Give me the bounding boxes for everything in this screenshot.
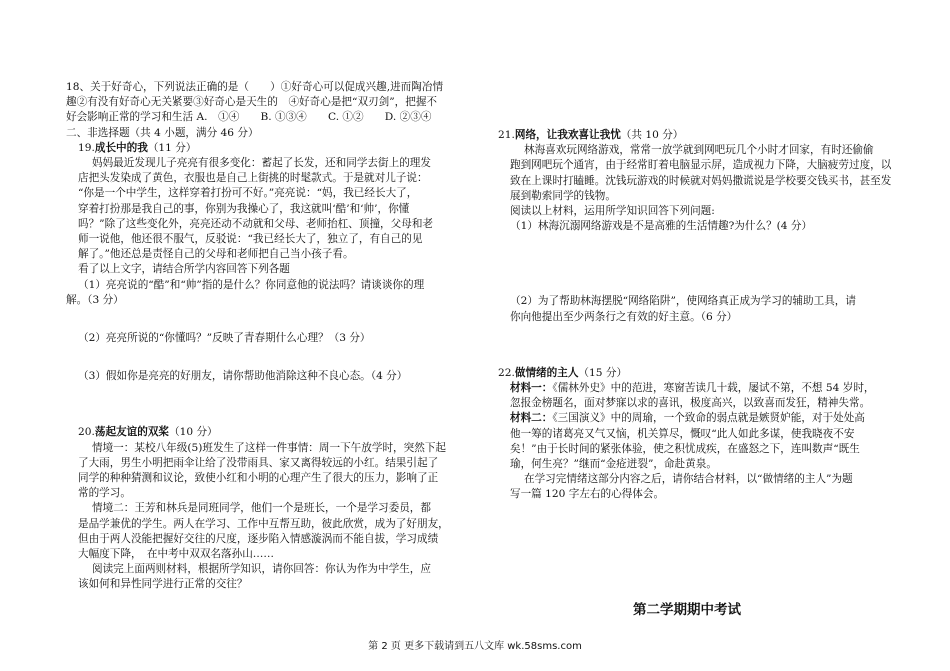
q22-score: （15 分）	[578, 366, 628, 379]
q20-question: 阅读完上面两则材料，根据所学知识，请你回答：你认为作为中学生，应	[92, 563, 431, 576]
q19-title: 成长中的我	[94, 141, 148, 154]
passage-line: 情境一：某校八年级(5)班发生了这样一件事情：周一下午放学时，突然下起	[92, 441, 447, 454]
passage-line: 店把头发染成了黄色，衣服也是自己上街挑的时髦款式。于是就对儿子说：	[78, 172, 428, 185]
material-line: 忽报金榜题名，面对梦寐以求的喜讯，极度高兴，以致喜而发狂，精神失常。	[510, 397, 871, 410]
q19-instruction: 看了以上文字，请结合所学内容回答下列各题	[78, 263, 290, 276]
material-line: 瑜，何生亮？”继而“金疮迸裂”，命赴黄泉。	[510, 458, 717, 471]
passage-line: 致在上课时打瞌睡。沈钱玩游戏的时候就对妈妈撒谎说是学校要交钱买书，甚至发	[510, 174, 892, 187]
passage-line: 林海喜欢玩网络游戏，常常一放学就到网吧玩几个小时才回家，有时还偷偷	[524, 144, 874, 157]
q20-heading	[66, 425, 458, 440]
page-footer: 第 2 页 更多下载请到五八文库 wk.58sms.com	[368, 641, 582, 652]
material-line: 矣！”由于长时间的紧张体验，使之积忧成疾，在盛怒之下，连叫数声“既生	[510, 442, 860, 455]
passage-line: 同学的种种猜测和议论，致使小红和小明的心理产生了很大的压力，影响了正	[78, 472, 439, 485]
passage-line: “你是一个中学生，这样穿着打扮可不好。”亮亮说：“妈，我已经长大了，	[78, 187, 418, 200]
q19-heading	[66, 141, 458, 156]
passage-line: 是品学兼优的学生。两人在学习、工作中互帮互助，彼此欣赏，成为了好朋友，	[78, 517, 449, 530]
left-column	[66, 80, 458, 593]
section-heading: 二、非选择题（共 4 小题，满分 46 分）	[66, 126, 259, 139]
passage-line: 常的学习。	[78, 487, 131, 500]
passage-line: 大幅度下降， 在中考中双双名落孙山……	[78, 548, 274, 561]
material-line	[510, 381, 896, 396]
q21-sub2: （2）为了帮助林海摆脱“网络陷阱”，使网络真正成为学习的辅助工具，请	[510, 295, 856, 308]
material-text: 《儒林外史》中的范进，寒窗苦读几十载，屡试不第，不想 54 岁时，	[552, 382, 875, 395]
q19-passage	[66, 156, 458, 262]
material-text: 《三国演义》中的周瑜，一个致命的弱点就是嫉贤妒能，对于处处高	[552, 412, 865, 425]
passage-line: 了大雨，男生小明把雨伞让给了没带雨具、家又离得较远的小红。结果引起了	[78, 456, 439, 469]
passage-line: 跑到网吧玩个通宵，由于经常盯着电脑显示屏，造成视力下降，大脑疲劳过度，以	[510, 159, 892, 172]
q21-number: 21.	[498, 129, 515, 141]
q20-score: （10 分）	[169, 426, 218, 439]
q20-title: 荡起友谊的双桨	[94, 426, 170, 439]
q20-passage	[66, 441, 458, 563]
material-label: 材料一：	[510, 382, 553, 395]
q22-question: 写一篇 120 字左右的心得体会。	[510, 488, 665, 501]
right-column	[498, 128, 896, 503]
q21-title: 网络，让我欢喜让我忧	[514, 129, 621, 141]
q20-question: 该如何和异性同学进行正常的交往？	[78, 578, 248, 591]
q20-number: 20.	[78, 426, 95, 439]
q19-sub1: （1）亮亮说的“酷”和“帅”指的是什么？你同意他的说法吗？请谈谈你的理	[78, 278, 425, 291]
q22-number: 22.	[498, 366, 515, 379]
exam-title: 第二学期期中考试	[633, 602, 741, 618]
q18-line: 18、关于好奇心，下列说法正确的是（ ）①好奇心可以促成兴趣,进而陶冶情	[66, 81, 444, 93]
q19-sub1: 解。（3 分）	[66, 293, 124, 306]
material-line: 他一筹的诸葛亮又气又恼，机关算尽，慨叹“此人如此多谋，使我晓夜不安	[510, 427, 855, 440]
q22-question: 在学习完情绪这部分内容之后，请你结合材料，以“做情绪的主人”为题	[524, 473, 853, 486]
q21-score: （共 10 分）	[620, 129, 684, 141]
material-line	[510, 411, 896, 426]
q18	[66, 80, 458, 126]
q18-line: 好会影响正常的学习和生活 A. ①④ B. ①③④ C. ①② D. ②③④	[66, 111, 432, 124]
passage-line: 师一说他，他还很不服气，反驳说：“我已经长大了，独立了，有自己的见	[78, 233, 423, 246]
q22-title: 做情绪的主人	[514, 366, 579, 379]
q19-number: 19.	[78, 141, 95, 154]
passage-line: 穿着打扮那是我自己的事，你别为我操心了，我这就叫‘酷’和‘帅’，你懂	[78, 202, 410, 215]
q18-line: 趣②有没有好奇心无关紧要③好奇心是天生的 ④好奇心是把“双刃剑”，把握不	[66, 96, 438, 109]
q21-instruction: 阅读以上材料，运用所学知识回答下列问题:	[510, 205, 715, 218]
passage-line: 情境二：王芳和林兵是同班同学，他们一个是班长，一个是学习委员，都	[92, 502, 431, 515]
passage-line: 解了。”他还总是责怪自己的父母和老师把自己当小孩子看。	[78, 248, 354, 261]
q19-sub2: （2）亮亮所说的“你懂吗？”反映了青春期什么心理？（3 分）	[78, 332, 371, 345]
passage-line: 吗？”除了这些变化外，亮亮还动不动就和父母、老师抬杠、顶撞，父母和老	[78, 217, 434, 230]
q19-score: （11 分）	[147, 141, 197, 154]
material-label: 材料二：	[510, 412, 553, 425]
q22-materials	[498, 381, 896, 472]
q19-sub3: （3）假如你是亮亮的好朋友，请你帮助他消除这种不良心态。（4 分）	[78, 370, 408, 383]
q21-sub1: （1）林海沉溺网络游戏是不是高雅的生活情趣?为什么？(4 分）	[510, 220, 813, 233]
q21-sub2: 你向他提出至少两条行之有效的好主意。（6 分）	[510, 310, 738, 323]
q21-passage	[498, 143, 896, 204]
passage-line: 但由于两人没能把握好交往的尺度，逐步陷入情感漩涡而不能自拔，学习成绩	[78, 532, 439, 545]
q22-heading	[498, 366, 896, 381]
passage-line: 妈妈最近发现儿子亮亮有很多变化：蓄起了长发，还和同学去街上的理发	[92, 157, 431, 170]
passage-line: 展到勒索同学的钱物。	[510, 189, 616, 202]
q21-heading	[498, 128, 896, 143]
